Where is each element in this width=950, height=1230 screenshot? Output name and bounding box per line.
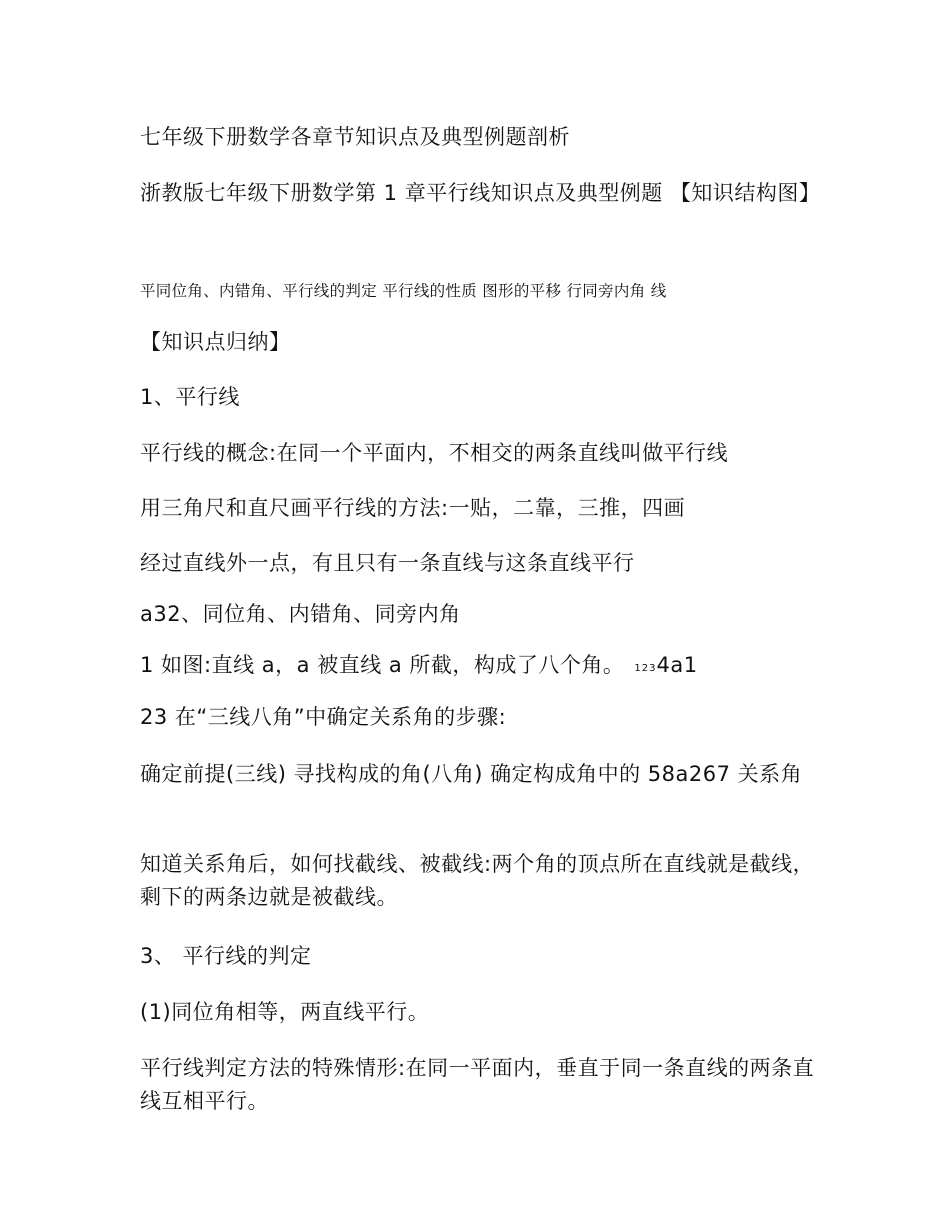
figure-tail-labels: 4a1	[656, 653, 698, 677]
drawing-method: 用三角尺和直尺画平行线的方法:一贴，二靠，三推，四画	[140, 496, 686, 520]
figure-small-labels: 123	[634, 663, 657, 674]
section-1-heading: 1、平行线	[140, 385, 240, 409]
page-title: 七年级下册数学各章节知识点及典型例题剖析	[140, 125, 570, 149]
transversal-explanation: 知道关系角后，如何找截线、被截线:两个角的顶点所在直线就是截线，剩下的两条边就是被截线。	[140, 852, 815, 909]
section-3-heading: 3、 平行线的判定	[140, 944, 312, 968]
special-case: 平行线判定方法的特殊情形:在同一平面内，垂直于同一条直线的两条直线互相平行。	[140, 1056, 815, 1113]
parallel-rule-1: (1)同位角相等，两直线平行。	[140, 1000, 430, 1024]
knowledge-structure-row: 平同位角、内错角、平行线的判定 平行线的性质 图形的平移 行同旁内角 线	[140, 282, 667, 300]
section-summary-heading: 【知识点归纳】	[140, 330, 291, 354]
figure-description-text: 1 如图:直线 a，a 被直线 a 所截，构成了八个角。	[140, 653, 625, 677]
steps-title: 23 在“三线八角”中确定关系角的步骤:	[140, 705, 507, 729]
figure-description	[140, 649, 820, 685]
section-2-heading: a32、同位角、内错角、同旁内角	[140, 602, 461, 626]
parallel-axiom: 经过直线外一点，有且只有一条直线与这条直线平行	[140, 551, 635, 575]
parallel-concept: 平行线的概念:在同一个平面内，不相交的两条直线叫做平行线	[140, 441, 729, 465]
chapter-subtitle: 浙教版七年级下册数学第 1 章平行线知识点及典型例题 【知识结构图】	[140, 181, 821, 205]
steps-content: 确定前提(三线) 寻找构成的角(八角) 确定构成角中的 58a267 关系角	[140, 762, 803, 786]
